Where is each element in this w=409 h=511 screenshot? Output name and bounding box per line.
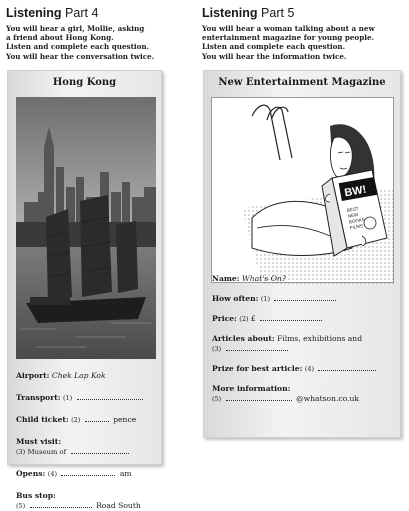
cover-line-3: BOOKS — [348, 216, 366, 225]
hong-kong-fields — [16, 371, 158, 511]
magazine-logo: BW! — [343, 183, 368, 200]
child-ticket-answer-blank[interactable] — [85, 416, 109, 422]
hong-kong-card — [7, 70, 162, 510]
magazine-title: New Entertainment Magazine — [218, 77, 386, 88]
prize-field: Prize for best article: (4) — [212, 364, 397, 374]
must-visit-line: (3) Museum of — [16, 447, 158, 457]
opens-field: Opens: (4) am — [16, 469, 132, 478]
more-info-line: (5) @whatson.co.uk — [212, 394, 359, 403]
hong-kong-photo — [16, 97, 156, 359]
price-field: Price: (2) £ — [212, 314, 397, 324]
airport-field: Airport: Chek Lap Kok — [16, 371, 106, 380]
part4-header — [6, 0, 164, 61]
part4-instructions: You will hear a girl, Mollie, asking a friend about Hong Kong. Listen and complete each question. You will hear the conversation twice. — [6, 24, 155, 61]
part5-heading: Listening Part 5 — [202, 6, 295, 20]
magazine-card — [203, 70, 401, 438]
child-ticket-field: Child ticket: (2) pence — [16, 415, 137, 424]
transport-field: Transport: (1) — [16, 393, 158, 403]
opens-answer-blank[interactable] — [61, 470, 115, 476]
bus-stop-line: (5) Road South — [16, 501, 141, 510]
part4-heading: Listening Part 4 — [6, 6, 99, 20]
part5-header — [202, 0, 402, 61]
prize-answer-blank[interactable] — [318, 365, 376, 371]
more-info-answer-blank[interactable] — [226, 395, 292, 401]
price-answer-blank[interactable] — [260, 315, 322, 321]
bus-stop-field: Bus stop: — [16, 491, 56, 500]
how-often-answer-blank[interactable] — [274, 295, 336, 301]
girl-reading-illustration — [211, 97, 394, 283]
cover-line-1: BEST — [346, 205, 359, 213]
articles-line: (3) — [212, 344, 397, 354]
hong-kong-title: Hong Kong — [52, 77, 117, 88]
must-visit-answer-blank[interactable] — [71, 448, 129, 454]
magazine-fields — [212, 274, 397, 404]
transport-answer-blank[interactable] — [77, 394, 143, 400]
part5-instructions: You will hear a woman talking about a new entertainment magazine for young people. Listen and complete each question. You will hear the information twice. — [202, 24, 375, 61]
cover-line-4: FILMS — [349, 223, 364, 231]
name-field: Name: What's On? — [212, 274, 286, 283]
must-visit-field: Must visit: — [16, 437, 62, 446]
more-info-field: More information: — [212, 384, 291, 393]
cover-line-2: NEW — [347, 211, 359, 219]
how-often-field: How often: (1) — [212, 294, 397, 304]
bus-stop-answer-blank[interactable] — [30, 502, 92, 508]
articles-field: Articles about: Films, exhibitions and — [212, 334, 363, 343]
articles-answer-blank[interactable] — [226, 345, 288, 351]
